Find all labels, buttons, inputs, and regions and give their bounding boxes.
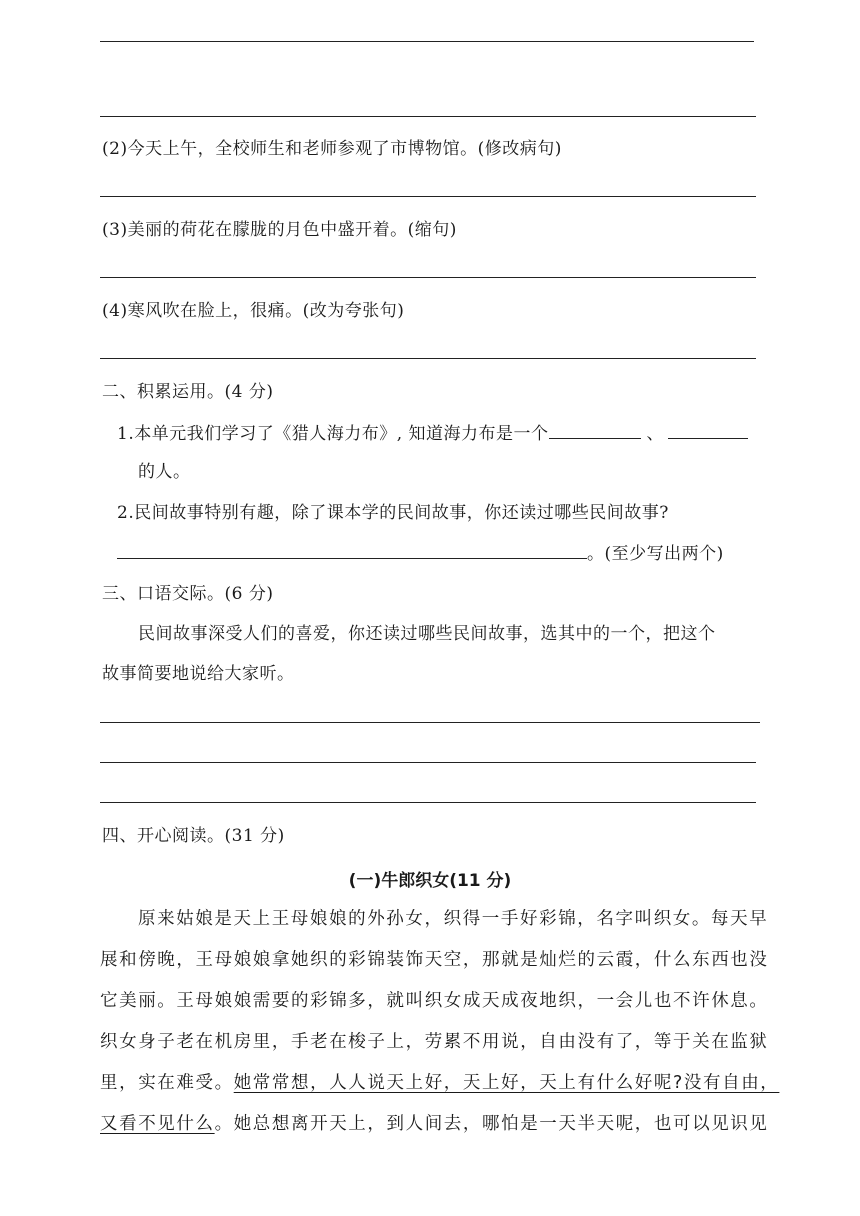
passage-line: 它美丽。王母娘娘需要的彩锦多，就叫织女成天成夜地织，一会儿也不许休息。 bbox=[100, 991, 769, 1011]
answer-line bbox=[100, 116, 756, 117]
item-2-suffix: 。(至少写出两个) bbox=[587, 544, 724, 564]
passage-line bbox=[100, 1069, 779, 1094]
underlined-sentence: 她常常想，人人说天上好，天上好，天上有什么好呢?没有自由， bbox=[233, 1073, 780, 1093]
answer-line bbox=[100, 358, 756, 359]
question-2: (2)今天上午，全校师生和老师参观了市博物馆。(修改病句) bbox=[102, 139, 562, 159]
question-3: (3)美丽的荷花在朦胧的月色中盛开着。(缩句) bbox=[102, 220, 457, 240]
item-1-text: 1.本单元我们学习了《猎人海力布》, 知道海力布是一个 bbox=[117, 424, 549, 444]
fill-blank[interactable] bbox=[117, 544, 587, 559]
section-2-item-2: 2.民间故事特别有趣，除了课本学的民间故事，你还读过哪些民间故事? bbox=[117, 503, 669, 523]
item-1-separator: 、 bbox=[646, 424, 665, 444]
section-3-prompt-line-2: 故事简要地说给大家听。 bbox=[102, 664, 295, 684]
fill-blank[interactable] bbox=[549, 424, 641, 439]
section-2-heading: 二、积累运用。(4 分) bbox=[102, 382, 274, 402]
answer-line bbox=[100, 196, 756, 197]
underlined-sentence: 又看不见什么 bbox=[100, 1114, 215, 1134]
section-2-item-1 bbox=[117, 424, 748, 444]
section-2-item-2-answer bbox=[117, 544, 724, 564]
passage-title: (一)牛郎织女(11 分) bbox=[348, 871, 512, 891]
section-2-item-1-continued: 的人。 bbox=[138, 462, 191, 482]
passage-line: 原来姑娘是天上王母娘娘的外孙女，织得一手好彩锦，名字叫织女。每天早 bbox=[138, 909, 769, 929]
section-3-prompt-line-1: 民间故事深受人们的喜爱，你还读过哪些民间故事，选其中的一个，把这个 bbox=[138, 624, 716, 644]
passage-line-plain: 。她总想离开天上，到人间去，哪怕是一天半天呢，也可以见识见 bbox=[214, 1114, 769, 1134]
answer-line bbox=[100, 277, 756, 278]
fill-blank[interactable] bbox=[668, 424, 748, 439]
passage-line-plain: 里，实在难受。 bbox=[100, 1073, 234, 1093]
answer-line bbox=[100, 802, 756, 803]
question-4: (4)寒风吹在脸上，很痛。(改为夸张句) bbox=[102, 301, 405, 321]
passage-line bbox=[100, 1110, 769, 1135]
passage-line: 展和傍晚，王母娘娘拿她织的彩锦装饰天空，那就是灿烂的云霞，什么东西也没 bbox=[100, 950, 769, 970]
answer-line bbox=[100, 722, 760, 723]
answer-line bbox=[100, 41, 754, 42]
answer-line bbox=[100, 762, 756, 763]
section-4-heading: 四、开心阅读。(31 分) bbox=[102, 826, 285, 846]
passage-line: 织女身子老在机房里，手老在梭子上，劳累不用说，自由没有了，等于关在监狱 bbox=[100, 1032, 769, 1052]
section-3-heading: 三、口语交际。(6 分) bbox=[102, 584, 274, 604]
